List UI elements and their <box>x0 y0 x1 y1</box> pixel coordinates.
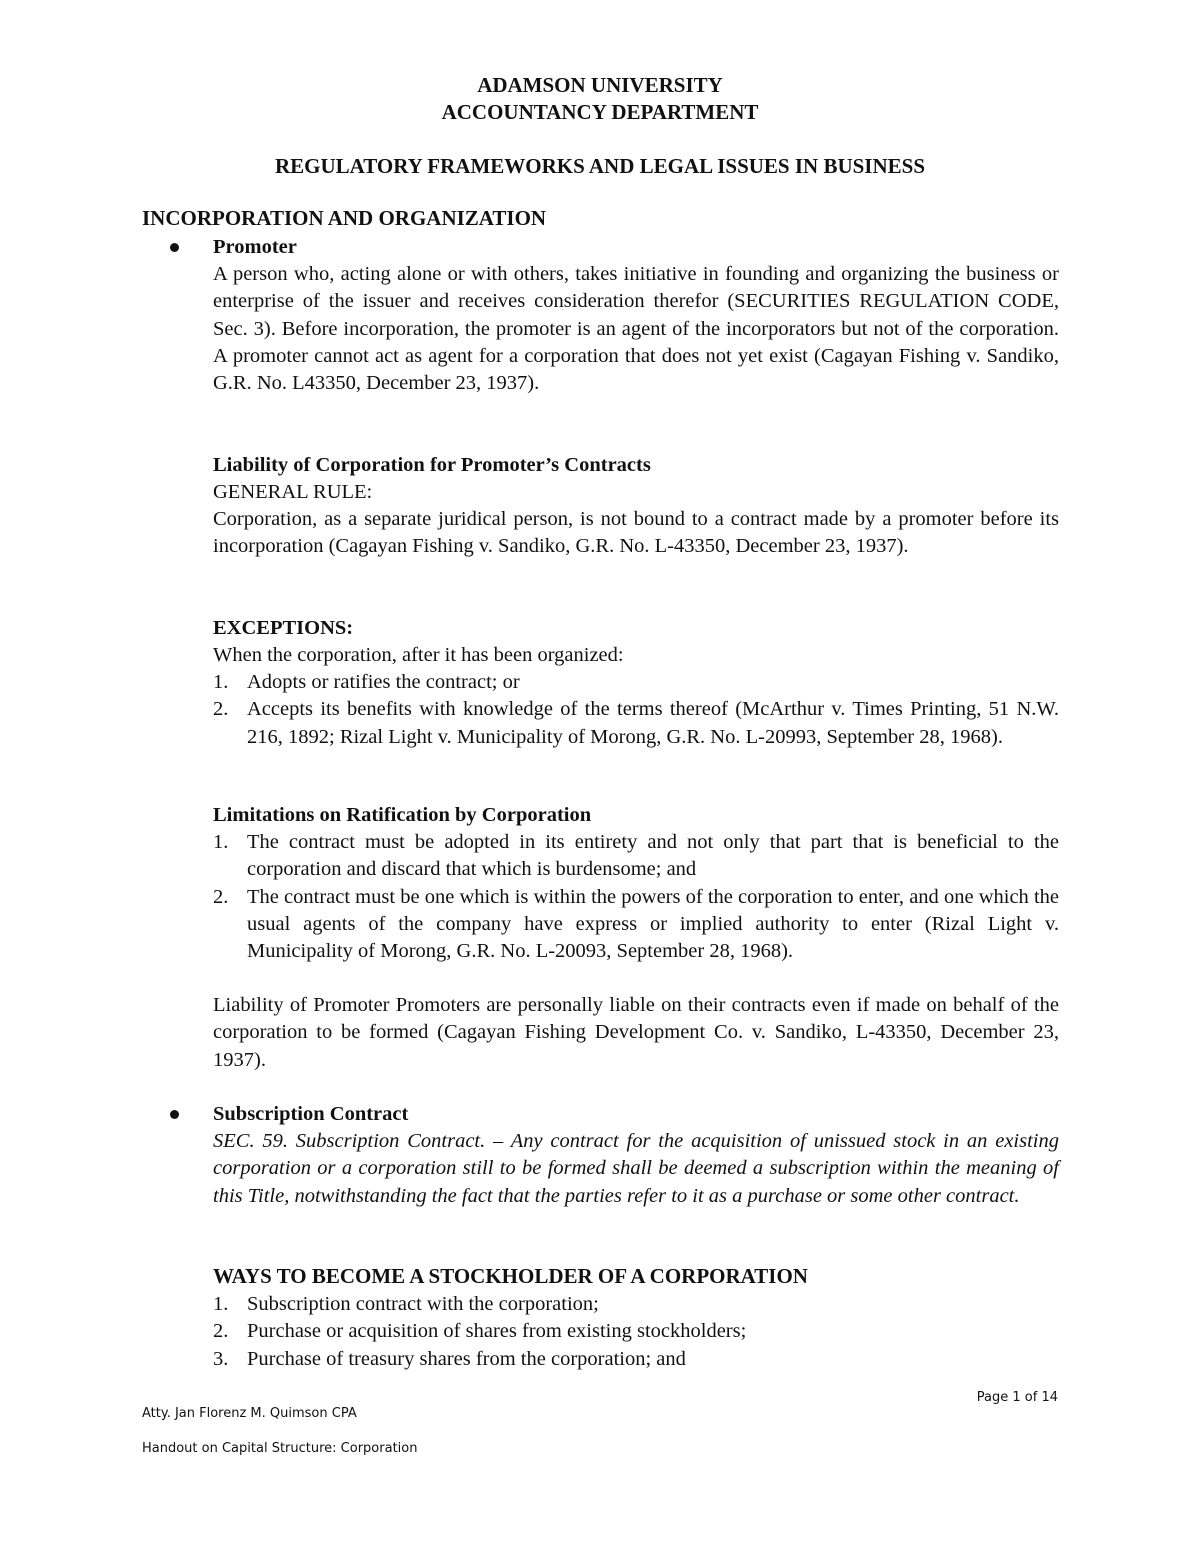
list-item: 2. The contract must be one which is within the powers of the corporation to enter, and one which the usual agents of the company have express or implied authority to enter (Rizal Light v. Municipality of Morong, G.R. No. L-20093, September 28, 1968). <box>213 885 1059 963</box>
subscription-text: SEC. 59. Subscription Contract. – Any contract for the acquisition of unissued stock in an existing corporation or a corporation still to be formed shall be deemed a subscription within the meaning of this Title, notwithstanding the fact that the parties refer to it as a purchase or some other contract. <box>213 1130 1059 1207</box>
handout-title: Handout on Capital Structure: Corporation <box>142 1441 418 1456</box>
list-item: 1. The contract must be adopted in its entirety and not only that part that is beneficial to the corporation and discard that which is burdensome; and <box>213 831 1059 881</box>
list-item: 1. Adopts or ratifies the contract; or <box>213 671 520 693</box>
bullet-icon <box>170 243 179 252</box>
section-title-ways: WAYS TO BECOME A STOCKHOLDER OF A CORPORATION <box>213 1264 808 1288</box>
author-name: Atty. Jan Florenz M. Quimson CPA <box>142 1406 357 1421</box>
limitations-heading: Limitations on Ratification by Corporation <box>213 804 592 826</box>
exceptions-label: EXCEPTIONS: <box>213 617 354 639</box>
exceptions-intro: When the corporation, after it has been organized: <box>213 644 624 666</box>
department-name: ACCOUNTANCY DEPARTMENT <box>441 100 759 124</box>
list-item: 2. Purchase or acquisition of shares from existing stockholders; <box>213 1320 747 1343</box>
bullet-icon <box>170 1110 179 1119</box>
list-item: 3. Purchase of treasury shares from the corporation; and <box>213 1347 686 1370</box>
promoter-definition: A person who, acting alone or with others, takes initiative in founding and organizing the business or enterprise of the issuer and receives consideration therefor (SECURITIES REGULATION CODE, Sec. 3). Before incorporation, the promoter is an agent of the incorporators but not of the corporation. A promoter cannot act as agent for a corporation that does not yet exist (Cagayan Fishing v. Sandiko, G.R. No. L43350, December 23, 1937). <box>213 263 1059 395</box>
subscription-heading: Subscription Contract <box>213 1103 409 1125</box>
list-item: 1. Subscription contract with the corporation; <box>213 1293 599 1315</box>
course-title: REGULATORY FRAMEWORKS AND LEGAL ISSUES IN BUSINESS <box>274 154 926 178</box>
limitations-list <box>213 829 1059 965</box>
promoter-heading: Promoter <box>213 236 297 258</box>
ways-list <box>213 1291 1059 1373</box>
page-number: Page 1 of 14 <box>976 1390 1058 1405</box>
university-name: ADAMSON UNIVERSITY <box>477 73 723 97</box>
list-item: 2. Accepts its benefits with knowledge of the terms thereof (McArthur v. Times Printing, 51 N.W. 216, 1892; Rizal Light v. Municipality of Morong, G.R. No. L-20993, September 28, 1968). <box>213 698 1059 748</box>
general-rule-label: GENERAL RULE: <box>213 481 373 503</box>
exceptions-list <box>213 669 1059 751</box>
section-title-incorporation: INCORPORATION AND ORGANIZATION <box>142 206 547 230</box>
promoter-liability-text: Liability of Promoter Promoters are personally liable on their contracts even if made on behalf of the corporation to be formed (Cagayan Fishing Development Co. v. Sandiko, L-43350, December 23, 1937). <box>213 994 1059 1071</box>
liability-heading: Liability of Corporation for Promoter’s Contracts <box>213 454 651 476</box>
general-rule-text: Corporation, as a separate juridical person, is not bound to a contract made by a promoter before its incorporation (Cagayan Fishing v. Sandiko, G.R. No. L-43350, December 23, 1937). <box>213 508 1059 558</box>
